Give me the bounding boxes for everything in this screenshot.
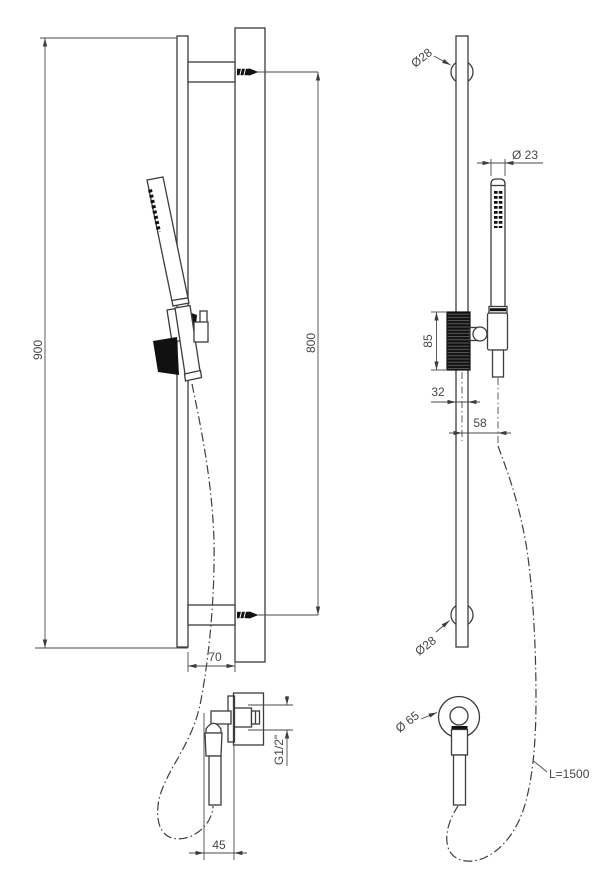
dim-slider-length [421,312,446,370]
dim-label-d28-bottom: Ø28 [412,633,439,659]
dim-bracket-depth [188,650,235,672]
dim-label-58: 58 [473,416,487,430]
handshower-front [488,179,508,446]
top-bracket-side [188,62,235,82]
dim-label-d28-top: Ø28 [408,45,435,71]
dim-label-g12: G1/2" [272,734,286,766]
thread-nipple [235,708,252,727]
dim-hose-length [534,761,590,781]
bottom-anchor-screw-icon [237,611,259,618]
dim-label-900: 900 [31,339,45,361]
dim-label-d23: Ø 23 [512,148,539,162]
wall-section [235,28,265,662]
front-view [393,36,590,861]
dim-rail-diameter-bottom [412,621,449,659]
handshower-wand-front [491,179,505,307]
water-outlet-front [439,697,480,806]
outlet-cap-side [206,723,221,733]
dim-label-800: 800 [304,332,318,354]
dim-escutcheon-diameter [393,708,437,735]
dim-bracket-spacing [258,72,318,615]
outlet-handle-side [209,756,221,805]
dim-outlet-thread [248,696,293,766]
holder-knob [194,322,208,342]
outlet-handle-front [454,755,466,805]
outlet-connection-front [450,707,468,725]
dim-label-l1500: L=1500 [549,767,590,781]
holder-knob-stem [200,311,207,323]
dim-label-45: 45 [212,838,226,852]
handshower-handle-front [493,350,504,377]
slider-block [447,312,470,370]
holder-grip-dark [153,337,179,375]
outlet-body-front [452,730,468,756]
handshower-mount-front [488,313,508,350]
outlet-elbow-side [211,711,231,724]
dim-label-85: 85 [421,334,435,348]
dim-label-32: 32 [431,385,445,399]
top-anchor-screw-icon [237,68,259,75]
dim-handshower-diameter [477,148,543,176]
dim-label-d65: Ø 65 [392,708,422,736]
side-view [31,28,318,860]
dim-label-70: 70 [208,650,222,664]
dim-rail-diameter-top [408,45,450,70]
